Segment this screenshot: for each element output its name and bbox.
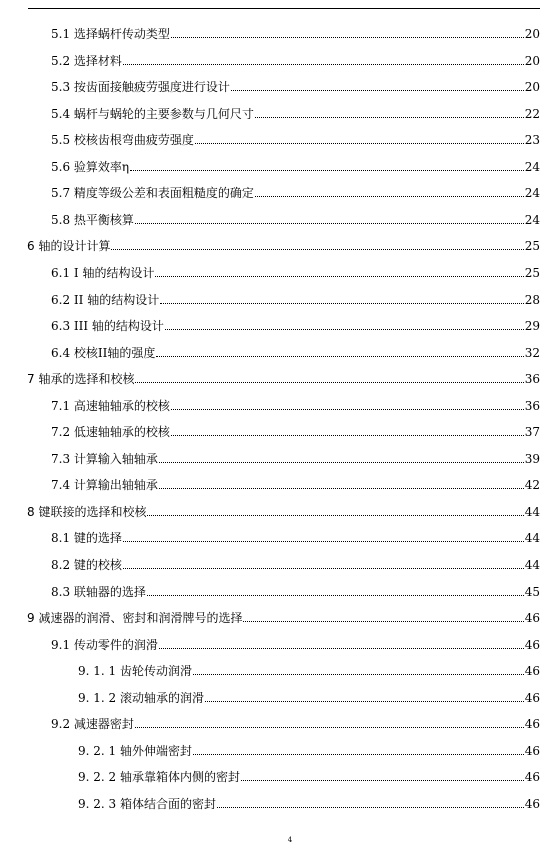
toc-entry-page: 42 [524,478,540,493]
toc-entry[interactable] [51,474,540,492]
toc-entry[interactable] [51,395,540,413]
toc-entry-label: 9. 1. 1 齿轮传动润滑 [78,664,192,679]
toc-entry-label: 7 轴承的选择和校核 [27,372,135,387]
toc-entry[interactable] [51,315,540,333]
toc-entry-label: 7.4 计算输出轴轴承 [51,478,158,493]
toc-entry-label: 5.2 选择材料 [51,53,122,68]
toc-entry[interactable] [51,23,540,41]
toc-entry-page: 25 [524,265,540,280]
toc-entry-page: 44 [524,558,540,572]
toc-entry-page: 46 [524,611,540,626]
toc-entry-label: 7.2 低速轴轴承的校核 [51,425,170,440]
toc-leader-dots [147,595,524,596]
toc-leader-dots [135,727,524,728]
toc-chapter-entry[interactable] [27,501,540,519]
toc-entry-label: 8.2 键的校核 [51,558,122,572]
header-rule [28,8,540,9]
toc-leader-dots [159,648,524,649]
toc-entry[interactable] [51,209,540,227]
toc-entry[interactable] [51,50,540,68]
toc-entry-page: 45 [524,584,540,599]
toc-entry-page: 46 [524,664,540,679]
toc-entry-label: 5.8 热平衡核算 [51,212,134,227]
toc-entry[interactable] [51,289,540,307]
toc-subentry[interactable] [78,660,540,678]
toc-subentry[interactable] [78,766,540,784]
toc-entry-label: 6.4 校核II轴的强度 [51,345,156,360]
toc-entry-label: 9. 1. 2 滚动轴承的润滑 [78,690,204,705]
toc-subentry[interactable] [78,793,540,811]
toc-entry-page: 46 [524,796,540,811]
toc-entry[interactable] [51,262,540,280]
toc-entry[interactable] [51,634,540,652]
toc-entry-label: 6 轴的设计计算 [27,239,111,254]
toc-leader-dots [255,196,524,197]
toc-entry[interactable] [51,103,540,121]
toc-entry-label: 5.4 蜗杆与蜗轮的主要参数与几何尺寸 [51,106,254,121]
toc-entry-page: 20 [524,80,540,95]
toc-subentry[interactable] [78,740,540,758]
toc-entry-label: 6.1 I 轴的结构设计 [51,265,155,280]
toc-leader-dots [171,409,524,410]
toc-entry-page: 20 [524,53,540,68]
toc-entry-page: 24 [524,186,540,201]
toc-leader-dots [193,674,524,675]
toc-entry-label: 9 减速器的润滑、密封和润滑牌号的选择 [27,611,243,626]
toc-entry-page: 46 [524,717,540,732]
toc-entry-page: 28 [524,292,540,307]
toc-entry-label: 8.3 联轴器的选择 [51,584,146,599]
toc-entry[interactable] [51,581,540,599]
toc-entry[interactable] [51,342,540,360]
toc-entry-page: 32 [524,345,540,360]
toc-entry-page: 44 [524,531,540,546]
toc-leader-dots [123,541,524,542]
toc-entry[interactable] [51,554,540,572]
toc-entry-label: 8.1 键的选择 [51,531,122,546]
toc-entry-label: 9.1 传动零件的润滑 [51,637,158,652]
toc-entry[interactable] [51,713,540,731]
toc-entry-label: 5.1 选择蜗杆传动类型 [51,27,170,41]
toc-chapter-entry[interactable] [27,235,540,253]
toc-entry-page: 29 [524,319,540,334]
toc-entry-label: 7.1 高速轴轴承的校核 [51,398,170,413]
toc-entry-page: 37 [524,425,540,440]
toc-entry-page: 46 [524,637,540,652]
toc-leader-dots [165,329,524,330]
toc-entry-page: 36 [524,372,540,387]
toc-entry-page: 20 [524,27,540,41]
toc-leader-dots [159,488,524,489]
toc-entry[interactable] [51,156,540,174]
toc-entry-page: 36 [524,398,540,413]
toc-leader-dots [205,701,524,702]
toc-leader-dots [171,37,524,38]
toc-entry-label: 9. 2. 3 箱体结合面的密封 [78,796,216,811]
toc-leader-dots [195,143,524,144]
toc-leader-dots [160,303,524,304]
page-number: 4 [287,836,293,844]
toc-entry-label: 7.3 计算输入轴轴承 [51,451,158,466]
toc-leader-dots [255,117,524,118]
toc-entry-page: 25 [524,239,540,254]
toc-leader-dots [171,435,524,436]
toc-leader-dots [130,170,524,171]
toc-leader-dots [231,90,524,91]
toc-leader-dots [193,754,524,755]
toc-entry-page: 22 [524,106,540,121]
toc-leader-dots [135,382,523,383]
toc-entry-label: 5.5 校核齿根弯曲疲劳强度 [51,133,194,148]
toc-subentry[interactable] [78,687,540,705]
toc-entry-label: 9. 2. 2 轴承靠箱体内侧的密封 [78,770,240,785]
toc-entry-page: 39 [524,451,540,466]
toc-leader-dots [135,223,524,224]
toc-entry-page: 24 [524,212,540,227]
toc-entry[interactable] [51,76,540,94]
toc-entry[interactable] [51,448,540,466]
toc-entry-page: 46 [524,690,540,705]
toc-entry[interactable] [51,421,540,439]
toc-entry-label: 8 键联接的选择和校核 [27,504,147,519]
toc-entry-label: 9.2 减速器密封 [51,717,134,732]
toc-entry-label: 9. 2. 1 轴外伸端密封 [78,743,192,758]
toc-leader-dots [159,462,524,463]
toc-leader-dots [241,780,524,781]
toc-entry-page: 23 [524,133,540,148]
toc-leader-dots [156,356,523,357]
toc-entry-label: 5.6 验算效率η [51,159,130,174]
toc-entry-label: 6.2 II 轴的结构设计 [51,292,160,307]
toc-chapter-entry[interactable] [27,607,540,625]
toc-leader-dots [155,276,523,277]
toc-entry-page: 46 [524,770,540,785]
toc-entry-page: 46 [524,743,540,758]
toc-entry-label: 6.3 III 轴的结构设计 [51,319,164,334]
toc-leader-dots [147,515,523,516]
toc-entry-label: 5.3 按齿面接触疲劳强度进行设计 [51,80,230,95]
toc-leader-dots [111,249,523,250]
toc-entry[interactable] [51,527,540,545]
toc-entry[interactable] [51,182,540,200]
toc-leader-dots [123,64,524,65]
toc-chapter-entry[interactable] [27,368,540,386]
toc-leader-dots [243,621,523,622]
toc-entry-page: 44 [524,504,540,519]
toc-entry-label: 5.7 精度等级公差和表面粗糙度的确定 [51,186,254,201]
toc-entry-page: 24 [524,159,540,174]
toc-leader-dots [123,568,524,569]
toc-entry[interactable] [51,129,540,147]
toc-leader-dots [217,807,524,808]
